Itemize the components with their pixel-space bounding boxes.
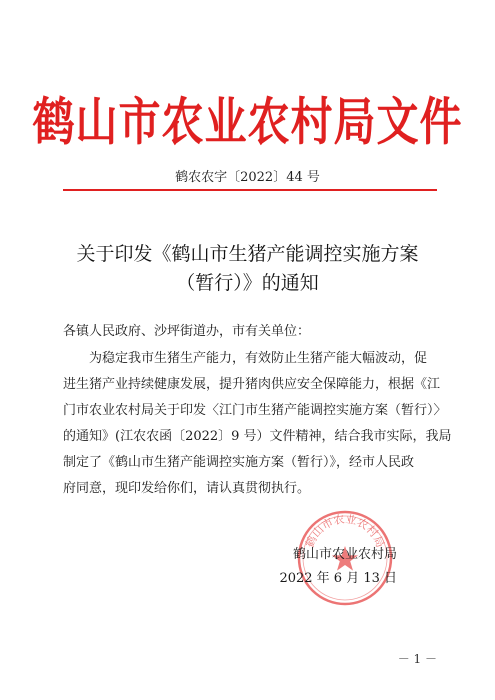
page-number: － 1 － (397, 652, 437, 666)
document-header-title: 鹤山市农业农村局文件 (32, 91, 463, 152)
signature-date: 2022 年 6 月 13 日 (279, 571, 397, 586)
signature-org: 鹤山市农业农村局 (292, 547, 397, 562)
recipients-line: 各镇人民政府、沙坪街道办，市有关单位： (63, 324, 311, 339)
signature-block (0, 543, 397, 591)
body-paragraph (63, 346, 452, 502)
body-line: 府同意，现印发给你们，请认真贯彻执行。 (63, 481, 311, 496)
body-line: 进生猪产业持续健康发展，提升猪肉供应安全保障能力，根据《江 (63, 377, 441, 392)
red-divider-line (63, 189, 437, 191)
body-line: 门市农业农村局关于印发〈江门市生猪产能调控实施方案（暂行）〉 (63, 403, 447, 418)
body-line: 为稳定我市生猪生产能力，有效防止生猪产能大幅波动，促 (89, 351, 428, 366)
notice-title (0, 240, 495, 298)
body-line: 的通知》(江农农函〔2022〕9 号）文件精神，结合我市实际，我局 (63, 429, 452, 444)
notice-title-line-1: 关于印发《鹤山市生猪产能调控实施方案 (76, 243, 419, 265)
document-number: 鹤农农字〔2022〕44 号 (175, 170, 320, 185)
body-line: 制定了《鹤山市生猪产能调控实施方案（暂行）》，经市人民政 (63, 455, 415, 470)
seal-text: 鹤山市农业农村局 (303, 512, 387, 550)
notice-title-line-2: （暂行）》的通知 (176, 272, 319, 294)
